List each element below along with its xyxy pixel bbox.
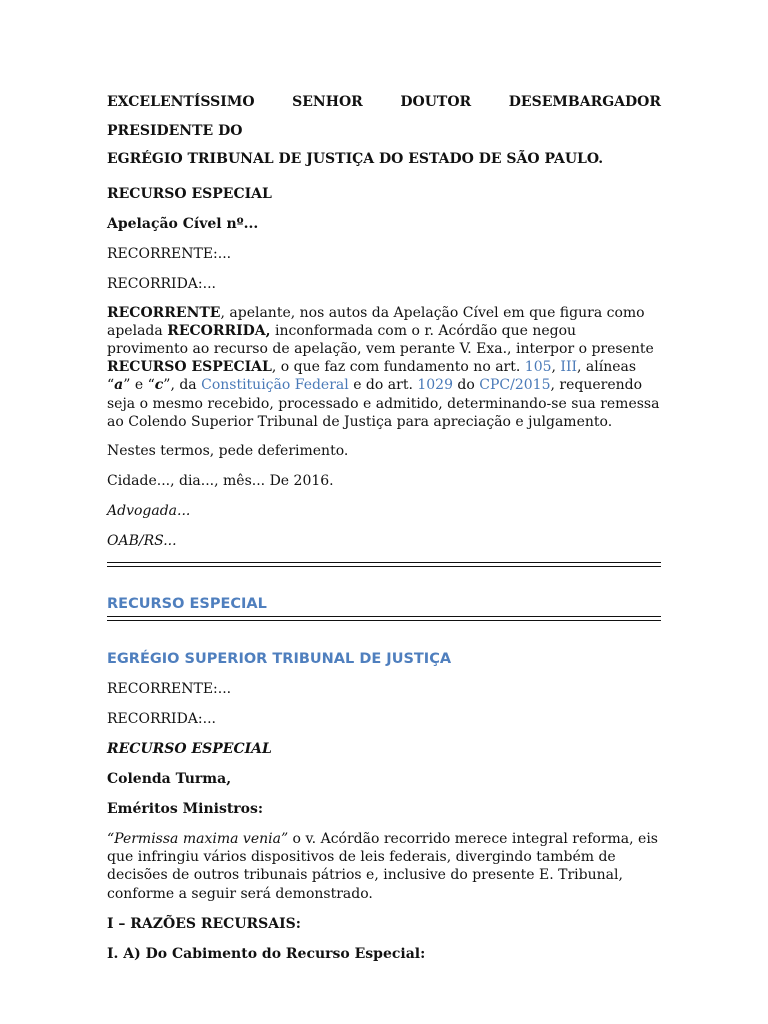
termos-line: Nestes termos, pede deferimento.	[107, 442, 349, 459]
oab-line: OAB/RS...	[107, 532, 177, 549]
alinea-c: c	[154, 377, 164, 394]
recorrida-bold: RECORRIDA,	[167, 322, 271, 339]
case-title: RECURSO ESPECIAL	[107, 185, 272, 202]
header-line-2: EGRÉGIO TRIBUNAL DE JUSTIÇA DO ESTADO DE SÃO PAULO.	[107, 151, 604, 167]
recorrente-line-2: RECORRENTE:...	[107, 680, 232, 697]
petition-text: inconformada com o r. Acórdão que negou provimento ao recurso de apelação, vem perante V. Exa., interpor o presente	[107, 322, 654, 357]
cidade-date-line: Cidade..., dia..., mês... De 2016.	[107, 472, 334, 489]
recorrente-line: RECORRENTE:...	[107, 245, 232, 262]
section-title-recurso-especial: RECURSO ESPECIAL	[107, 595, 267, 612]
petition-text: ”, da	[163, 377, 202, 394]
petition-text: do	[452, 377, 480, 394]
recorrente-bold: RECORRENTE	[107, 304, 221, 321]
link-inciso-iii[interactable]: III	[560, 359, 578, 376]
double-divider	[107, 616, 661, 621]
court-heading: EGRÉGIO SUPERIOR TRIBUNAL DE JUSTIÇA	[107, 650, 452, 667]
petition-text: ” e “	[123, 377, 155, 394]
alinea-a: a	[114, 377, 124, 394]
petition-text: ,	[551, 359, 561, 376]
petition-text: , requerendo seja o mesmo recebido, processado e admitido, determinando-se sua remessa ao Colendo Superior Tribunal de Justiça para apreciação e julgamento.	[107, 377, 660, 430]
emeritos-ministros: Eméritos Ministros:	[107, 800, 264, 817]
recorrida-line-2: RECORRIDA:...	[107, 710, 216, 727]
link-art-105[interactable]: 105	[524, 359, 552, 376]
recorrida-line: RECORRIDA:...	[107, 275, 216, 292]
cabimento-heading: I. A) Do Cabimento do Recurso Especial:	[107, 945, 426, 962]
recurso-especial-bold: RECURSO ESPECIAL	[107, 359, 272, 376]
petition-text: , apelante, nos autos da Apelação Cível em que figura como apelada	[107, 304, 645, 339]
permissa-venia-phrase: “Permissa maxima venia”	[107, 830, 289, 847]
colenda-turma: Colenda Turma,	[107, 770, 232, 787]
petition-text: , o que faz com fundamento no art.	[271, 359, 525, 376]
link-art-1029[interactable]: 1029	[417, 377, 453, 394]
recurso-especial-italic: RECURSO ESPECIAL	[107, 740, 272, 757]
link-constituicao-federal[interactable]: Constituição Federal	[201, 377, 349, 394]
argument-paragraph	[107, 830, 661, 903]
argument-text: o v. Acórdão recorrido merece integral reforma, eis que infringiu vários dispositivos de leis federais, divergindo também de decisões de outros tribunais pátrios e, inclusive do presente E. Tribunal, conforme a seguir será demonstrado.	[107, 830, 658, 902]
razoes-recursais-heading: I – RAZÕES RECURSAIS:	[107, 915, 301, 932]
document-content	[107, 88, 661, 963]
header-line-1: EXCELENTÍSSIMO SENHOR DOUTOR DESEMBARGADOR PRESIDENTE DO	[107, 94, 661, 139]
double-divider	[107, 562, 661, 567]
petition-paragraph	[107, 304, 661, 431]
apelacao-number: Apelação Cível nº...	[107, 215, 259, 232]
link-cpc-2015[interactable]: CPC/2015	[479, 377, 551, 394]
petition-text: , alíneas “	[107, 359, 637, 394]
advogada-line: Advogada...	[107, 502, 191, 519]
petition-text: e do art.	[348, 377, 418, 394]
